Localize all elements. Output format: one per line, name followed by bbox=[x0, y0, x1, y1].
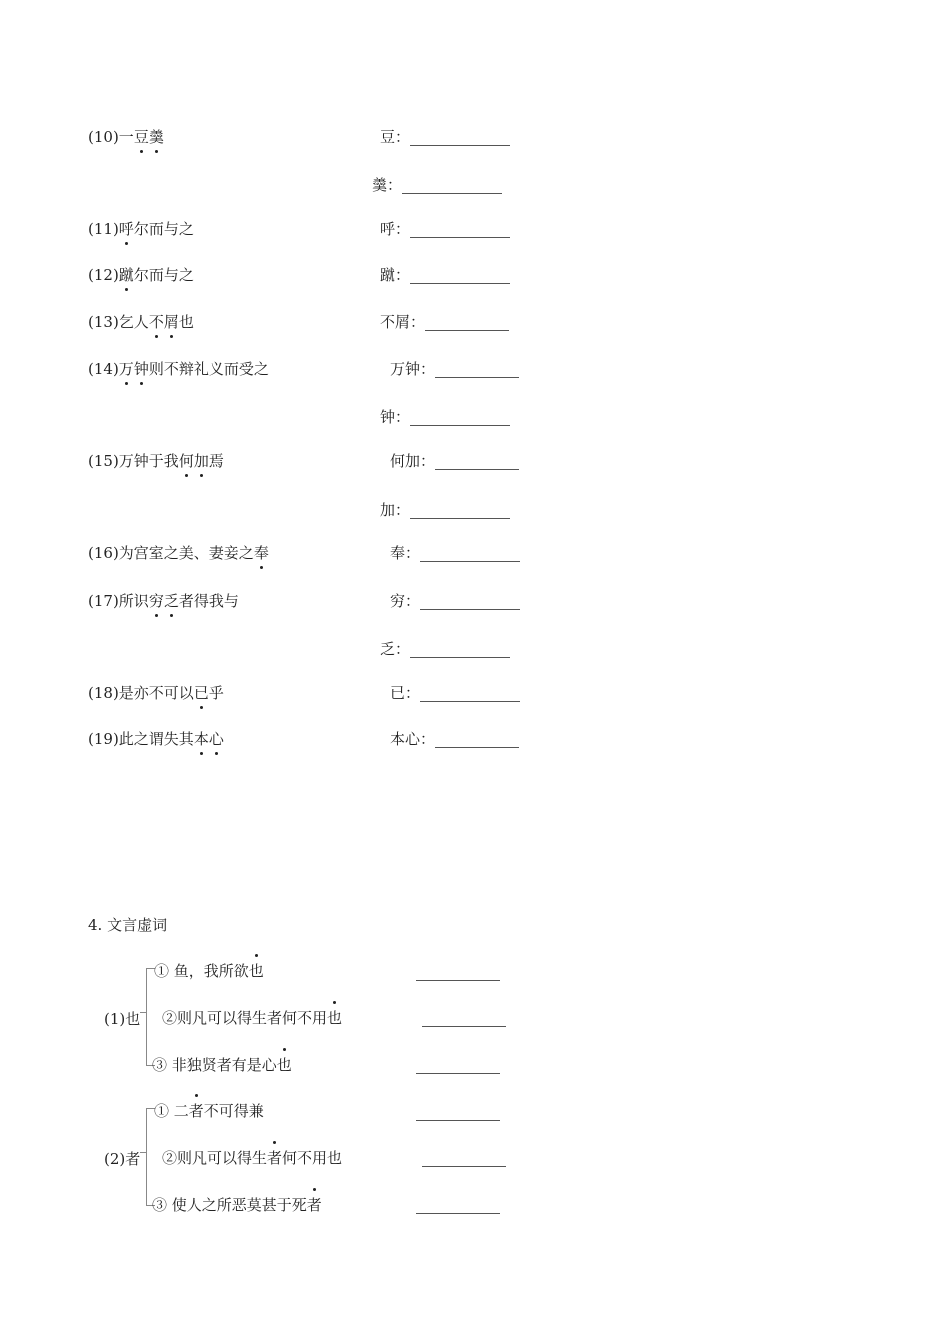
item-15: (15)万钟于我何加焉 bbox=[88, 452, 224, 470]
answer-blank[interactable] bbox=[410, 223, 510, 238]
answer-11: 呼： bbox=[380, 220, 510, 238]
group-1-row-1: ① 鱼，我所欲也 bbox=[154, 962, 264, 980]
answer-blank[interactable] bbox=[435, 733, 519, 748]
group-2-row-3: ③ 使人之所恶莫甚于死者 bbox=[152, 1196, 322, 1214]
answer-10-b: 羹： bbox=[372, 176, 502, 194]
item-13: (13)乞人不屑也 bbox=[88, 313, 194, 331]
group-1-label: (1)也 bbox=[104, 1010, 141, 1028]
answer-blank[interactable] bbox=[402, 179, 502, 194]
answer-blank[interactable] bbox=[410, 643, 510, 658]
brace-tick bbox=[140, 1012, 146, 1013]
group-2-row-1: ① 二者不可得兼 bbox=[154, 1102, 264, 1120]
item-12: (12)蹴尔而与之 bbox=[88, 266, 194, 284]
answer-blank[interactable] bbox=[435, 363, 519, 378]
section-4-title: 4. 文言虚词 bbox=[88, 916, 168, 934]
group-2-label: (2)者 bbox=[104, 1150, 141, 1168]
item-16: (16)为宫室之美、妻妾之奉 bbox=[88, 544, 269, 562]
answer-blank[interactable] bbox=[416, 1059, 500, 1074]
item-10: (10)一豆羹 bbox=[88, 128, 164, 146]
group-1-row-2: ②则凡可以得生者何不用也 bbox=[162, 1009, 343, 1027]
answer-blank[interactable] bbox=[420, 687, 520, 702]
answer-15-a: 何加： bbox=[390, 452, 519, 470]
answer-12: 蹴： bbox=[380, 266, 510, 284]
answer-16: 奉： bbox=[390, 544, 520, 562]
brace-tick bbox=[140, 1152, 146, 1153]
item-11: (11)呼尔而与之 bbox=[88, 220, 194, 238]
answer-18: 已： bbox=[390, 684, 520, 702]
answer-blank[interactable] bbox=[410, 504, 510, 519]
brace-group-2 bbox=[146, 1108, 155, 1206]
answer-blank[interactable] bbox=[410, 411, 510, 426]
answer-blank[interactable] bbox=[425, 316, 509, 331]
answer-14-a: 万钟： bbox=[390, 360, 519, 378]
item-18: (18)是亦不可以已乎 bbox=[88, 684, 224, 702]
answer-blank[interactable] bbox=[416, 966, 500, 981]
answer-blank[interactable] bbox=[416, 1199, 500, 1214]
answer-19: 本心： bbox=[390, 730, 519, 748]
group-1-row-3: ③ 非独贤者有是心也 bbox=[152, 1056, 292, 1074]
answer-blank[interactable] bbox=[410, 131, 510, 146]
answer-blank[interactable] bbox=[435, 455, 519, 470]
group-2-row-2: ②则凡可以得生者何不用也 bbox=[162, 1149, 343, 1167]
brace-group-1 bbox=[146, 968, 155, 1066]
item-19: (19)此之谓失其本心 bbox=[88, 730, 224, 748]
answer-blank[interactable] bbox=[416, 1106, 500, 1121]
answer-15-b: 加： bbox=[380, 501, 510, 519]
answer-14-b: 钟： bbox=[380, 408, 510, 426]
item-17: (17)所识穷乏者得我与 bbox=[88, 592, 239, 610]
answer-blank[interactable] bbox=[422, 1152, 506, 1167]
answer-blank[interactable] bbox=[410, 269, 510, 284]
answer-blank[interactable] bbox=[422, 1012, 506, 1027]
answer-13: 不屑： bbox=[380, 313, 509, 331]
answer-10-a: 豆： bbox=[380, 128, 510, 146]
item-14: (14)万钟则不辩礼义而受之 bbox=[88, 360, 269, 378]
answer-blank[interactable] bbox=[420, 547, 520, 562]
answer-17-a: 穷： bbox=[390, 592, 520, 610]
answer-blank[interactable] bbox=[420, 595, 520, 610]
answer-17-b: 乏： bbox=[380, 640, 510, 658]
